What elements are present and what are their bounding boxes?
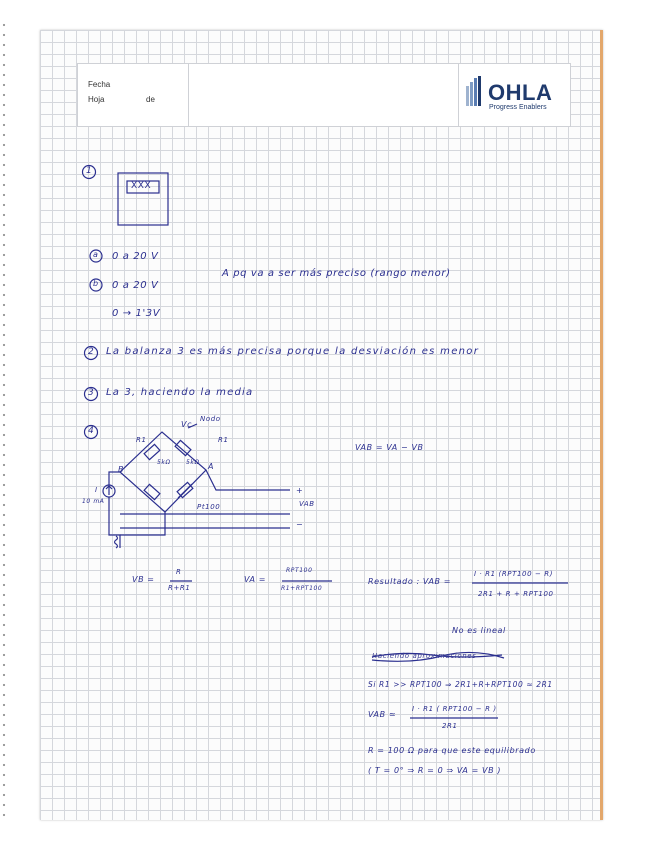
node-b-label: B <box>118 465 125 474</box>
r-right-value: 5kΩ <box>186 459 200 466</box>
current-value: 10 mA <box>82 498 105 505</box>
vab-approx-label: VAB ≃ <box>368 710 397 719</box>
vb-numerator: R <box>176 568 182 576</box>
balance-note: R = 100 Ω para que este equilibrado <box>368 746 536 755</box>
answer-a: A pq va a ser más preciso (rango menor) <box>222 268 451 279</box>
option-a-letter: a <box>93 250 99 259</box>
vb-denominator: R+R1 <box>168 584 191 592</box>
option-a-range: 0 a 20 V <box>112 251 159 262</box>
r1-right-label: R1 <box>218 436 229 444</box>
result-denominator: 2R1 + R + RPT100 <box>478 590 554 598</box>
vab-terminal-label: VAB <box>299 500 315 508</box>
balance-condition: ( T = 0° ⇒ R = 0 ⇒ VA = VB ) <box>368 766 502 775</box>
r-left-value: 5kΩ <box>157 459 171 466</box>
struck-text: Haciendo aproximaciones <box>372 652 477 660</box>
option-b-range: 0 a 20 V <box>112 280 159 291</box>
nodo-label: Nodo <box>200 415 221 423</box>
q2-number: 2 <box>88 347 95 357</box>
approximation: Si R1 >> RPT100 ⇒ 2R1+R+RPT100 ≈ 2R1 <box>368 680 553 689</box>
pt100-label: Pt100 <box>197 503 221 511</box>
hoja-label: Hoja <box>88 95 105 104</box>
q3-number: 3 <box>88 388 95 398</box>
vab-definition: VAB = VA − VB <box>355 443 424 452</box>
va-denominator: R1+RPT100 <box>281 585 323 592</box>
vab-approx-numerator: I · R1 ( RPT100 − R ) <box>412 705 497 713</box>
logo-name: OHLA <box>488 80 553 105</box>
result-label: Resultado : VAB = <box>368 577 452 586</box>
bridge-diamond <box>120 432 206 512</box>
vb-label: VB = <box>132 575 155 584</box>
answer-3: La 3, haciendo la media <box>106 387 254 398</box>
current-label: I <box>95 486 98 494</box>
option-b-letter: b <box>93 279 99 288</box>
r1-right-resistor <box>175 440 191 455</box>
range-note: 0 → 1'3V <box>112 308 161 319</box>
result-numerator: I · R1 (RPT100 − R) <box>474 570 554 578</box>
minus-terminal: − <box>296 520 304 529</box>
de-label: de <box>146 95 155 104</box>
r1-left-label: R1 <box>136 436 147 444</box>
vab-approx-denominator: 2R1 <box>442 722 458 730</box>
node-a-label: A <box>208 462 215 471</box>
plus-terminal: + <box>296 486 304 495</box>
not-linear-note: No es lineal <box>452 626 506 635</box>
q4-number: 4 <box>88 426 95 436</box>
answer-2: La balanza 3 es más precisa porque la desviación es menor <box>106 346 480 357</box>
va-label: VA = <box>244 575 267 584</box>
multimeter-display: XXX <box>131 181 152 191</box>
va-numerator: RPT100 <box>286 567 313 574</box>
r-resistor <box>144 484 160 499</box>
q1-number: 1 <box>86 166 93 176</box>
vc-label: Vc <box>181 420 193 429</box>
logo-tagline: Progress Enablers <box>489 104 547 111</box>
fecha-label: Fecha <box>88 80 111 89</box>
